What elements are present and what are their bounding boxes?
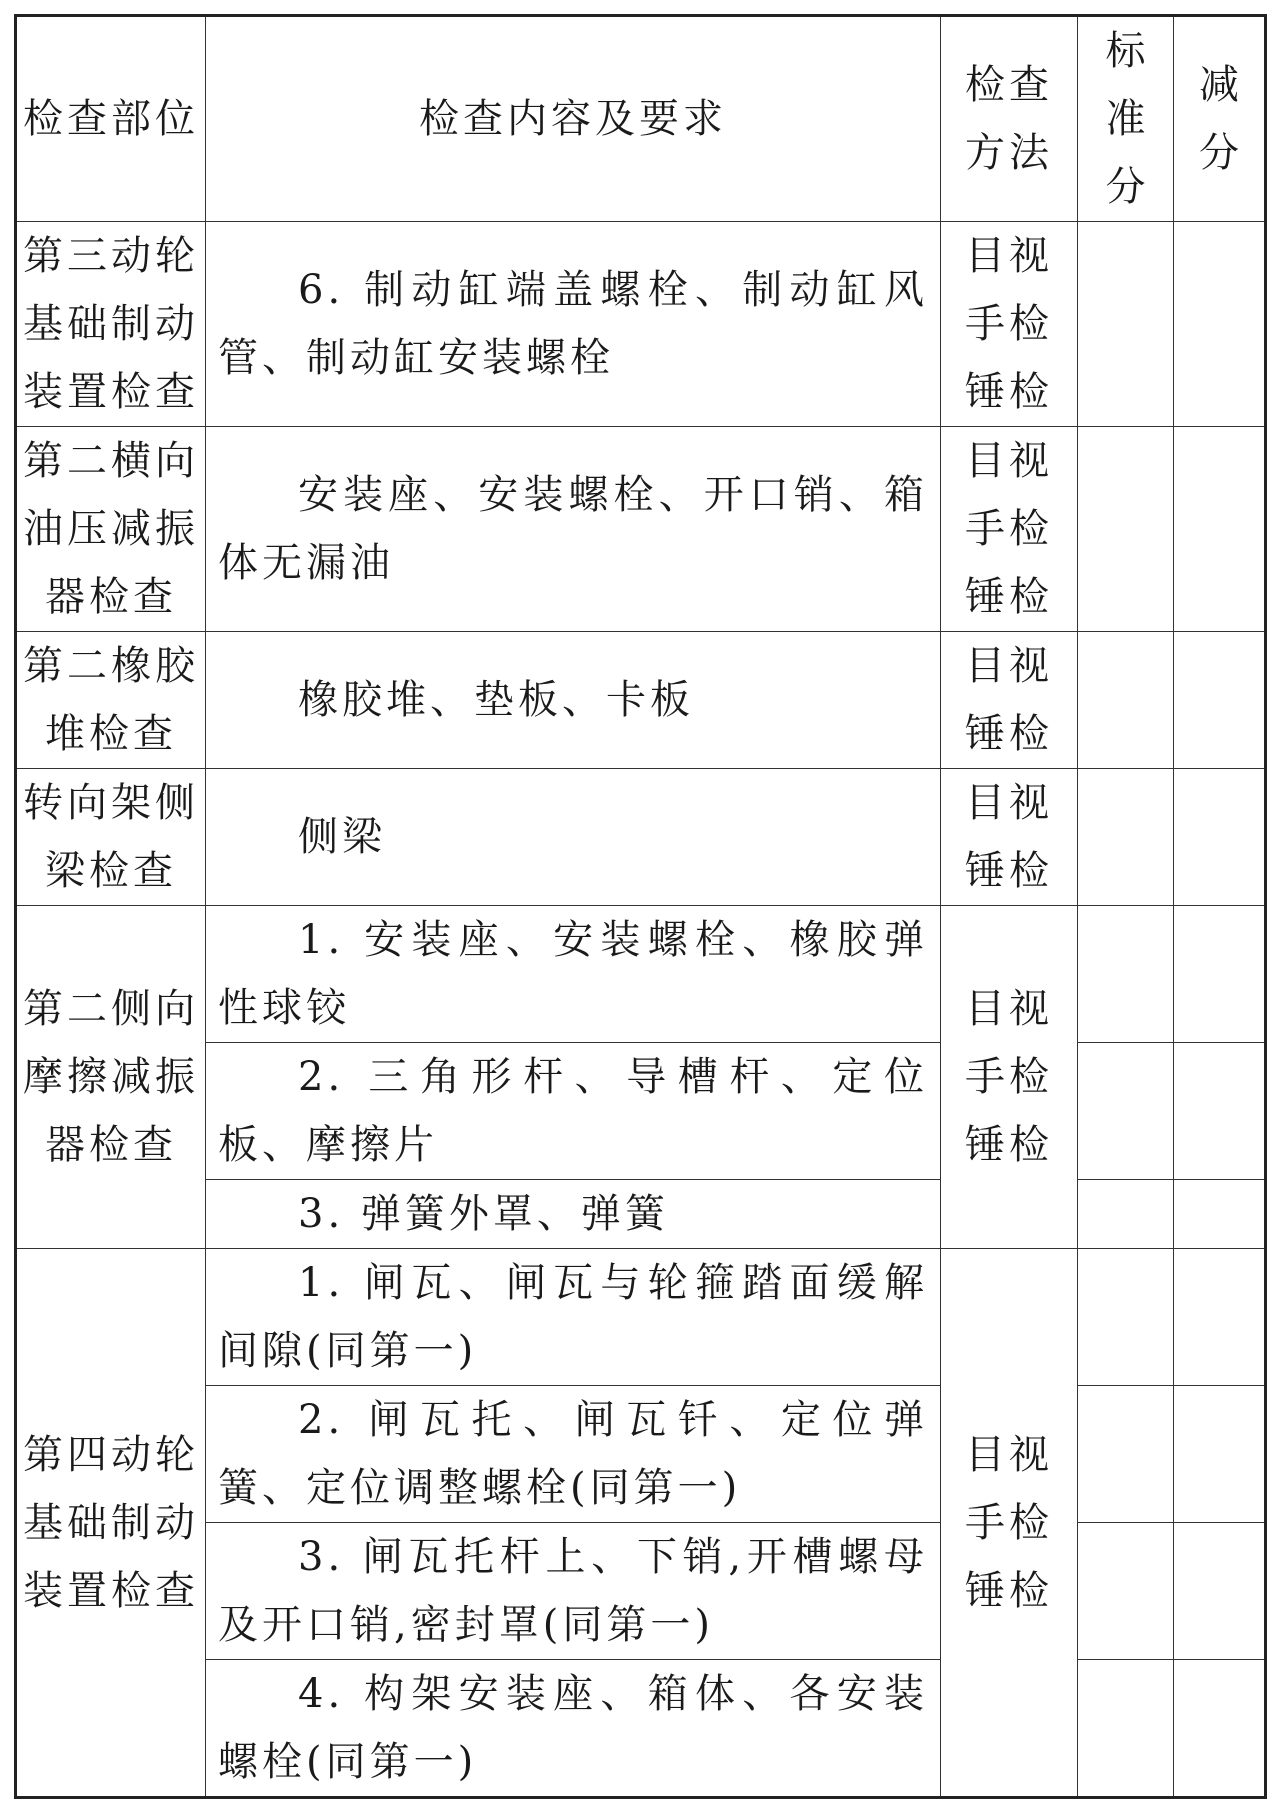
standard-score-cell[interactable]	[1078, 222, 1174, 427]
standard-score-cell[interactable]	[1078, 1180, 1174, 1249]
part-cell: 第二橡胶 堆检查	[16, 632, 206, 769]
part-cell: 第四动轮 基础制动 装置检查	[16, 1249, 206, 1798]
content-cell: 1. 闸瓦、闸瓦与轮箍踏面缓解间隙(同第一)	[206, 1249, 941, 1386]
table-row	[16, 222, 1266, 427]
standard-score-cell[interactable]	[1078, 632, 1174, 769]
deduction-cell[interactable]	[1174, 222, 1266, 427]
standard-score-cell[interactable]	[1078, 1523, 1174, 1660]
content-cell: 3. 弹簧外罩、弹簧	[206, 1180, 941, 1249]
standard-score-cell[interactable]	[1078, 427, 1174, 632]
deduction-cell[interactable]	[1174, 427, 1266, 632]
content-cell: 1. 安装座、安装螺栓、橡胶弹性球铰	[206, 906, 941, 1043]
deduction-cell[interactable]	[1174, 906, 1266, 1043]
method-cell: 目视 手检 锤检	[941, 1249, 1078, 1798]
method-cell: 目视 手检 锤检	[941, 906, 1078, 1249]
standard-score-cell[interactable]	[1078, 1386, 1174, 1523]
header-content: 检查内容及要求	[206, 16, 941, 222]
method-cell: 目视 锤检	[941, 632, 1078, 769]
deduction-cell[interactable]	[1174, 1386, 1266, 1523]
deduction-cell[interactable]	[1174, 1043, 1266, 1180]
deduction-cell[interactable]	[1174, 632, 1266, 769]
standard-score-cell[interactable]	[1078, 1660, 1174, 1798]
header-method: 检查 方法	[941, 16, 1078, 222]
part-cell: 第二侧向 摩擦减振 器检查	[16, 906, 206, 1249]
header-part: 检查部位	[16, 16, 206, 222]
header-row	[16, 16, 1266, 222]
table-row	[16, 769, 1266, 906]
table-row	[16, 1249, 1266, 1386]
content-cell: 2. 闸瓦托、闸瓦钎、定位弹簧、定位调整螺栓(同第一)	[206, 1386, 941, 1523]
method-cell: 目视 手检 锤检	[941, 427, 1078, 632]
standard-score-cell[interactable]	[1078, 769, 1174, 906]
table-row	[16, 427, 1266, 632]
deduction-cell[interactable]	[1174, 1523, 1266, 1660]
method-cell: 目视 锤检	[941, 769, 1078, 906]
part-cell: 转向架侧 梁检查	[16, 769, 206, 906]
header-standard: 标 准 分	[1078, 16, 1174, 222]
deduction-cell[interactable]	[1174, 1249, 1266, 1386]
standard-score-cell[interactable]	[1078, 906, 1174, 1043]
content-cell: 4. 构架安装座、箱体、各安装螺栓(同第一)	[206, 1660, 941, 1798]
content-cell: 3. 闸瓦托杆上、下销,开槽螺母及开口销,密封罩(同第一)	[206, 1523, 941, 1660]
method-cell: 目视 手检 锤检	[941, 222, 1078, 427]
content-cell: 2. 三角形杆、导槽杆、定位板、摩擦片	[206, 1043, 941, 1180]
part-cell: 第二横向 油压减振 器检查	[16, 427, 206, 632]
table-row	[16, 632, 1266, 769]
deduction-cell[interactable]	[1174, 769, 1266, 906]
inspection-table	[14, 14, 1267, 1799]
content-cell: 侧梁	[206, 769, 941, 906]
deduction-cell[interactable]	[1174, 1660, 1266, 1798]
standard-score-cell[interactable]	[1078, 1249, 1174, 1386]
content-cell: 6. 制动缸端盖螺栓、制动缸风管、制动缸安装螺栓	[206, 222, 941, 427]
content-cell: 橡胶堆、垫板、卡板	[206, 632, 941, 769]
standard-score-cell[interactable]	[1078, 1043, 1174, 1180]
content-cell: 安装座、安装螺栓、开口销、箱体无漏油	[206, 427, 941, 632]
header-deduction: 减 分	[1174, 16, 1266, 222]
table-row	[16, 906, 1266, 1043]
inspection-sheet	[14, 14, 1267, 1799]
deduction-cell[interactable]	[1174, 1180, 1266, 1249]
part-cell: 第三动轮 基础制动 装置检查	[16, 222, 206, 427]
